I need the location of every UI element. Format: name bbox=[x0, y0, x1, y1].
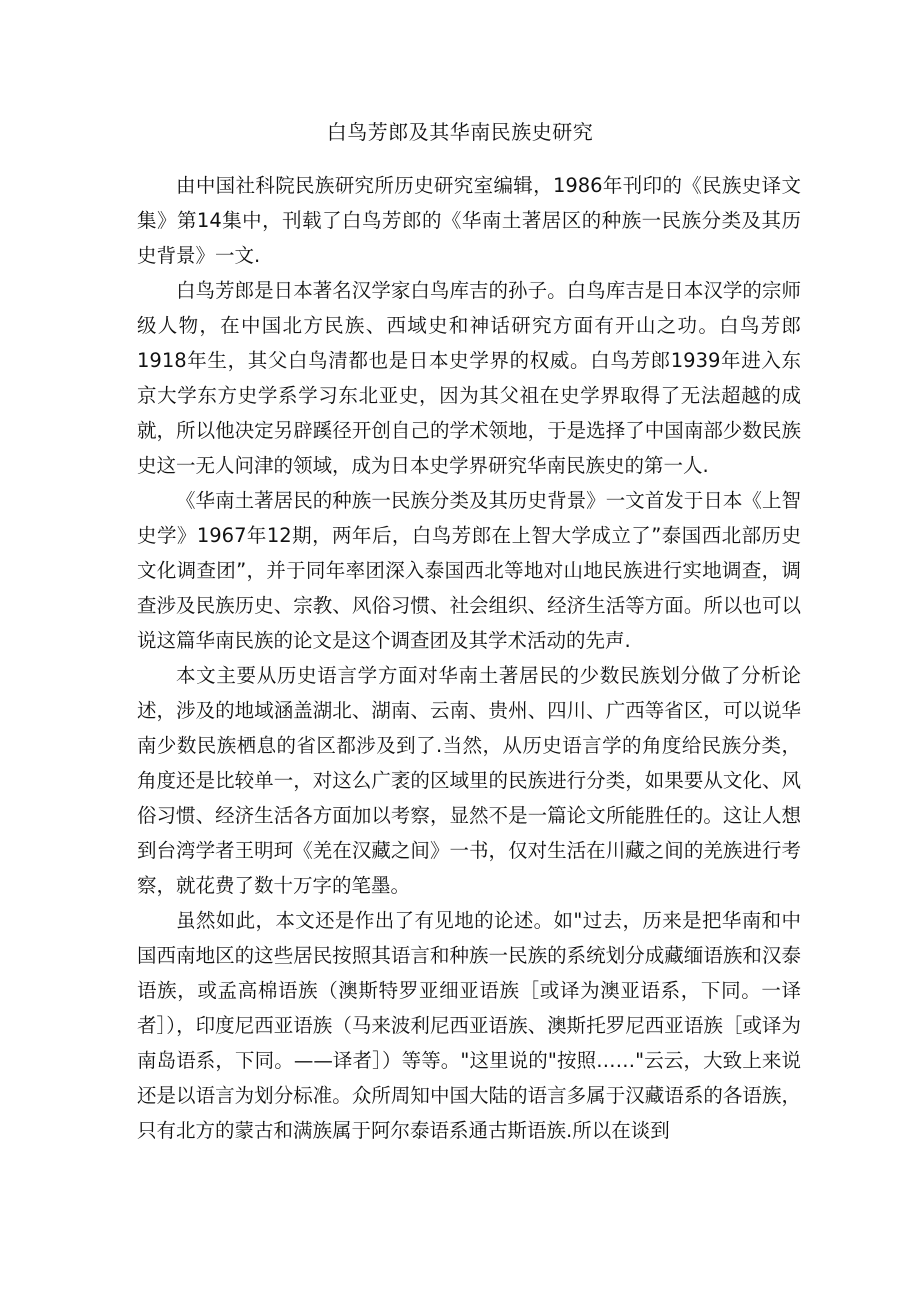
paragraph-4: 本文主要从历史语言学方面对华南土著居民的少数民族划分做了分析论述，涉及的地域涵盖湖北、湖南、云南、贵州、四川、广西等省区，可以说华南少数民族栖息的省区都涉及到了.当然，从历史语言学的角度给民族分类，角度还是比较单一，对这么广袤的区域里的民族进行分类，如果要从文化、风俗习惯、经济生活各方面加以考察，显然不是一篇论文所能胜任的。这让人想到台湾学者王明珂《羌在汉藏之间》一书，仅对生活在川藏之间的羌族进行考察，就花费了数十万字的笔墨。 bbox=[137, 664, 801, 897]
paragraph-1: 由中国社科院民族研究所历史研究室编辑，1986年刊印的《民族史译文集》第14集中，刊载了白鸟芳郎的《华南土著居区的种族一民族分类及其历史背景》一文. bbox=[137, 174, 801, 267]
paragraph-3: 《华南土著居民的种族一民族分类及其历史背景》一文首发于日本《上智史学》1967年12期，两年后，白鸟芳郎在上智大学成立了”泰国西北部历史文化调查团”，并于同年率团深入泰国西北等地对山地民族进行实地调查，调查涉及民族历史、宗教、风俗习惯、社会组织、经济生活等方面。所以也可以说这篇华南民族的论文是这个调查团及其学术活动的先声. bbox=[137, 489, 801, 652]
document-title: 白鸟芳郎及其华南民族史研究 bbox=[326, 120, 594, 144]
document-body bbox=[137, 168, 801, 1148]
paragraph-5: 虽然如此，本文还是作出了有见地的论述。如"过去，历来是把华南和中国西南地区的这些居民按照其语言和种族一民族的系统划分成藏缅语族和汉泰语族，或孟高棉语族（澳斯特罗亚细亚语族［或译为澳亚语系，下同。一译者］），印度尼西亚语族（马来波利尼西亚语族、澳斯托罗尼西亚语族［或译为南岛语系，下同。——译者］）等等。"这里说的"按照……"云云，大致上来说还是以语言为划分标准。众所周知中国大陆的语言多属于汉藏语系的各语族，只有北方的蒙古和满族属于阿尔泰语系通古斯语族.所以在谈到 bbox=[137, 909, 801, 1142]
paragraph-2: 白鸟芳郎是日本著名汉学家白鸟库吉的孙子。白鸟库吉是日本汉学的宗师级人物，在中国北方民族、西域史和神话研究方面有开山之功。白鸟芳郎1918年生，其父白鸟清都也是日本史学界的权威。白鸟芳郎1939年进入东京大学东方史学系学习东北亚史，因为其父祖在史学界取得了无法超越的成就，所以他决定另辟蹊径开创自己的学术领地，于是选择了中国南部少数民族史这一无人问津的领域，成为日本史学界研究华南民族史的第一人. bbox=[137, 279, 801, 477]
